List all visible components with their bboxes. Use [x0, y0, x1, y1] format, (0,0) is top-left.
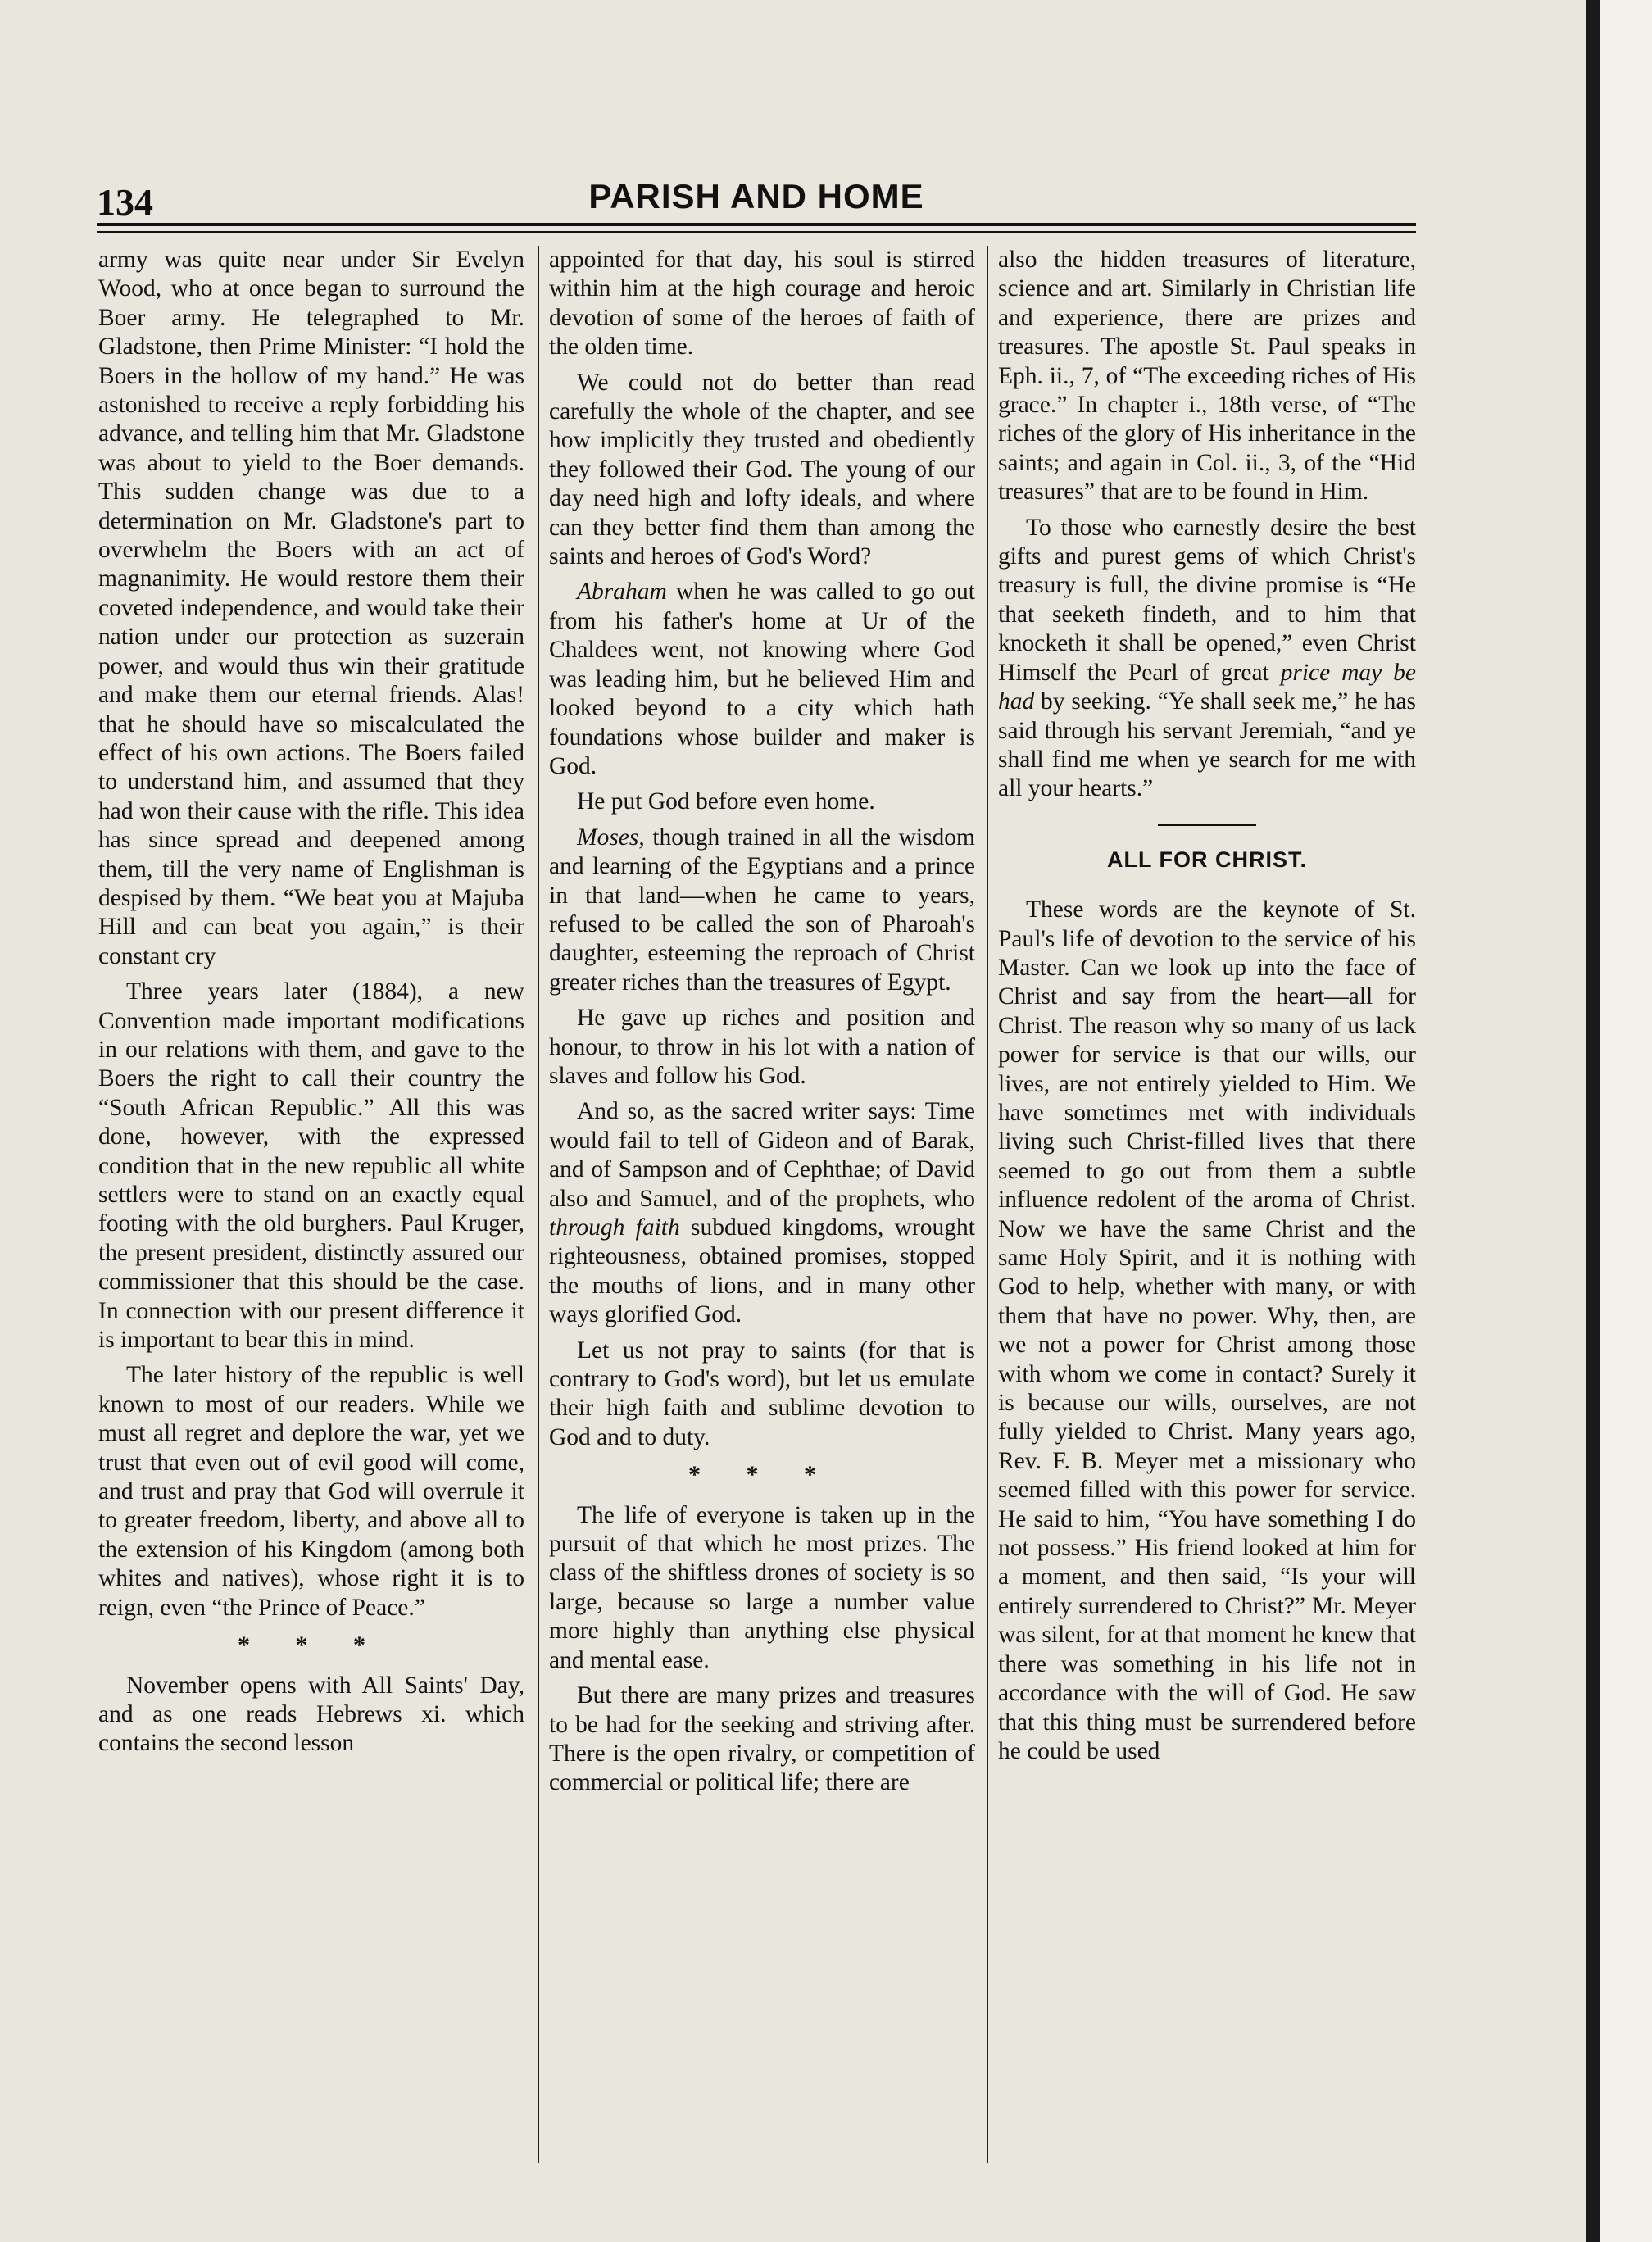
section-rule [1158, 824, 1256, 826]
italic-phrase: through faith [549, 1214, 680, 1241]
paragraph: But there are many prizes and treasures to be had for the seeking and striving after. There is the open rivalry, or competition of commercial or political life; there are [549, 1682, 975, 1796]
paragraph [998, 514, 1416, 804]
paragraph: November opens with All Saints' Day, and as one reads Hebrews xi. which contains the second lesson [98, 1672, 524, 1757]
paragraph: Let us not pray to saints (for that is contrary to God's word), but let us emulate their high faith and sublime devotion to God and to duty. [549, 1337, 975, 1450]
paragraph-text: To those who earnestly desire the best gifts and purest gems of which Christ's treasury is full, the divine promise is “He that seeketh findeth, and to him that knocketh it shall be opened,” even Christ Himself the Pearl of great [998, 514, 1416, 686]
paragraph-text: And so, as the sacred writer says: Time would fail to tell of Gideon and of Barak, and of Sampson and of Cephthae; of David also and Samuel, and of the prophets, who [549, 1098, 975, 1212]
paragraph-text: when he was called to go out from his father's home at Ur of the Chaldees went, not knowing where God was leading him, but he believed Him and looked beyond to a city which hath foundations whose builder and maker is God. [549, 579, 975, 779]
page-number: 134 [97, 181, 153, 223]
paragraph-text: subdued kingdoms, wrought righteousness, obtained promises, stopped the mouths of lions, and in many other ways glorified God. [549, 1214, 975, 1328]
paragraph [549, 1097, 975, 1329]
paragraph: These words are the keynote of St. Paul's life of devotion to the service of his Master. Can we look up into the face of Christ and say from the heart—all for Christ. The reason why so many of us lack power for service is that our wills, our lives, are not entirely yielded to Him. We have sometimes met with individuals living such Christ-filled lives that there seemed to go out from them a subtle influence redolent of the aroma of Christ. Now we have the same Christ and the same Holy Spirit, and it is nothing with God to help, whether with many, or with them that have no power. Why, then, are we not a power for Christ among those with whom we come in contact? Surely it is because our wills, ourselves, are not fully yielded to Christ. Many years ago, Rev. F. B. Meyer met a missionary who seemed filled with this power for service. He said to him, “You have something I do not possess.” His friend looked at him for a moment, and then said, “Is your will entirely surrendered to Christ?” Mr. Meyer was silent, for at that moment he knew that there was something in his life not in accordance with the will of God. He saw that this thing must be surrendered before he could be used [998, 896, 1416, 1764]
column-divider-2 [987, 246, 988, 2163]
paragraph: appointed for that day, his soul is stirred within him at the high courage and heroic devotion of some of the heroes of faith of the olden time. [549, 247, 975, 361]
header-rule-thin [97, 231, 1416, 233]
text-column-3 [998, 246, 1416, 2163]
page-header [97, 174, 1416, 223]
paragraph [549, 824, 975, 997]
italic-phrase: price may be had [998, 659, 1416, 715]
column-divider-1 [538, 246, 539, 2163]
paragraph: We could not do better than read carefully the whole of the chapter, and see how implicitly they trusted and obediently they followed their God. The young of our day need high and lofty ideals, and where can they better find them than among the saints and heroes of God's Word? [549, 369, 975, 570]
paragraph: The life of everyone is taken up in the pursuit of that which he most prizes. The class of the shiftless drones of society is so large, because so large a number value more highly than anything else physical and mental ease. [549, 1501, 975, 1673]
paragraph: He gave up riches and position and honour, to throw in his lot with a nation of slaves and follow his God. [549, 1005, 975, 1089]
italic-name: Abraham [577, 579, 667, 606]
paragraph: He put God before even home. [577, 788, 875, 815]
section-break-stars: * * * [238, 1632, 385, 1659]
paragraph-text: though trained in all the wisdom and learning of the Egyptians and a prince in that land—when he came to years, refused to be called the son of Pharoah's daughter, esteeming the reproach of Christ greater riches than the treasures of Egypt. [549, 824, 975, 996]
paragraph-text: by seeking. “Ye shall seek me,” he has said through his servant Jeremiah, “and ye shall find me when ye search for me with all your hearts.” [998, 688, 1416, 802]
italic-name: Moses, [577, 824, 645, 851]
text-column-1 [98, 246, 524, 2163]
section-break-stars: * * * [688, 1461, 836, 1489]
scan-edge-strip [1600, 0, 1652, 2242]
paragraph: also the hidden treasures of literature, science and art. Similarly in Christian life and experience, there are prizes and treasures. The apostle St. Paul speaks in Eph. ii., 7, of “The exceeding riches of His grace.” In chapter i., 18th verse, of “The riches of the glory of His inheritance in the saints; and again in Col. ii., 3, of the “Hid treasures” that are to be found in Him. [998, 247, 1416, 506]
section-heading: ALL FOR CHRIST. [1107, 846, 1307, 872]
paragraph: Three years later (1884), a new Convention made important modifications in our relations with them, and gave to the Boers the right to call their country the “South African Republic.” All this was done, however, with the expressed condition that in the new republic all white settlers were to stand on an exactly equal footing with the old burghers. Paul Kruger, the present president, distinctly assured our commissioner that this should be the case. In connection with our present difference it is important to bear this in mind. [98, 978, 524, 1354]
paragraph: The later history of the republic is well known to most of our readers. While we must all regret and deplore the war, yet we trust that even out of evil good will come, and trust and pray that God will overrule it to greater freedom, liberty, and above all to the extension of his Kingdom (among both whites and natives), whose right it is to reign, even “the Prince of Peace.” [98, 1362, 524, 1621]
text-column-2 [549, 246, 975, 2163]
scan-edge [1586, 0, 1652, 2242]
paragraph: army was quite near under Sir Evelyn Wood, who at once began to surround the Boer army. He telegraphed to Mr. Gladstone, then Prime Minister: “I hold the Boers in the hollow of my hand.” He was astonished to receive a reply forbidding his advance, and telling him that Mr. Gladstone was about to yield to the Boer demands. This sudden change was due to a determination on Mr. Gladstone's part to overwhelm the Boers with an act of magnanimity. He would restore them their coveted independence, and would take their nation under our protection as suzerain power, and would thus win their gratitude and make them our eternal friends. Alas! that he should have so miscalculated the effect of his own actions. The Boers failed to understand him, and assumed that they had won their cause with the rifle. This idea has since spread and deepened among them, till the very name of Englishman is despised by them. “We beat you at Majuba Hill and can beat you again,” is their constant cry [98, 247, 524, 969]
running-title: PARISH AND HOME [588, 177, 924, 216]
paragraph [549, 578, 975, 781]
header-rule-thick [97, 223, 1416, 226]
